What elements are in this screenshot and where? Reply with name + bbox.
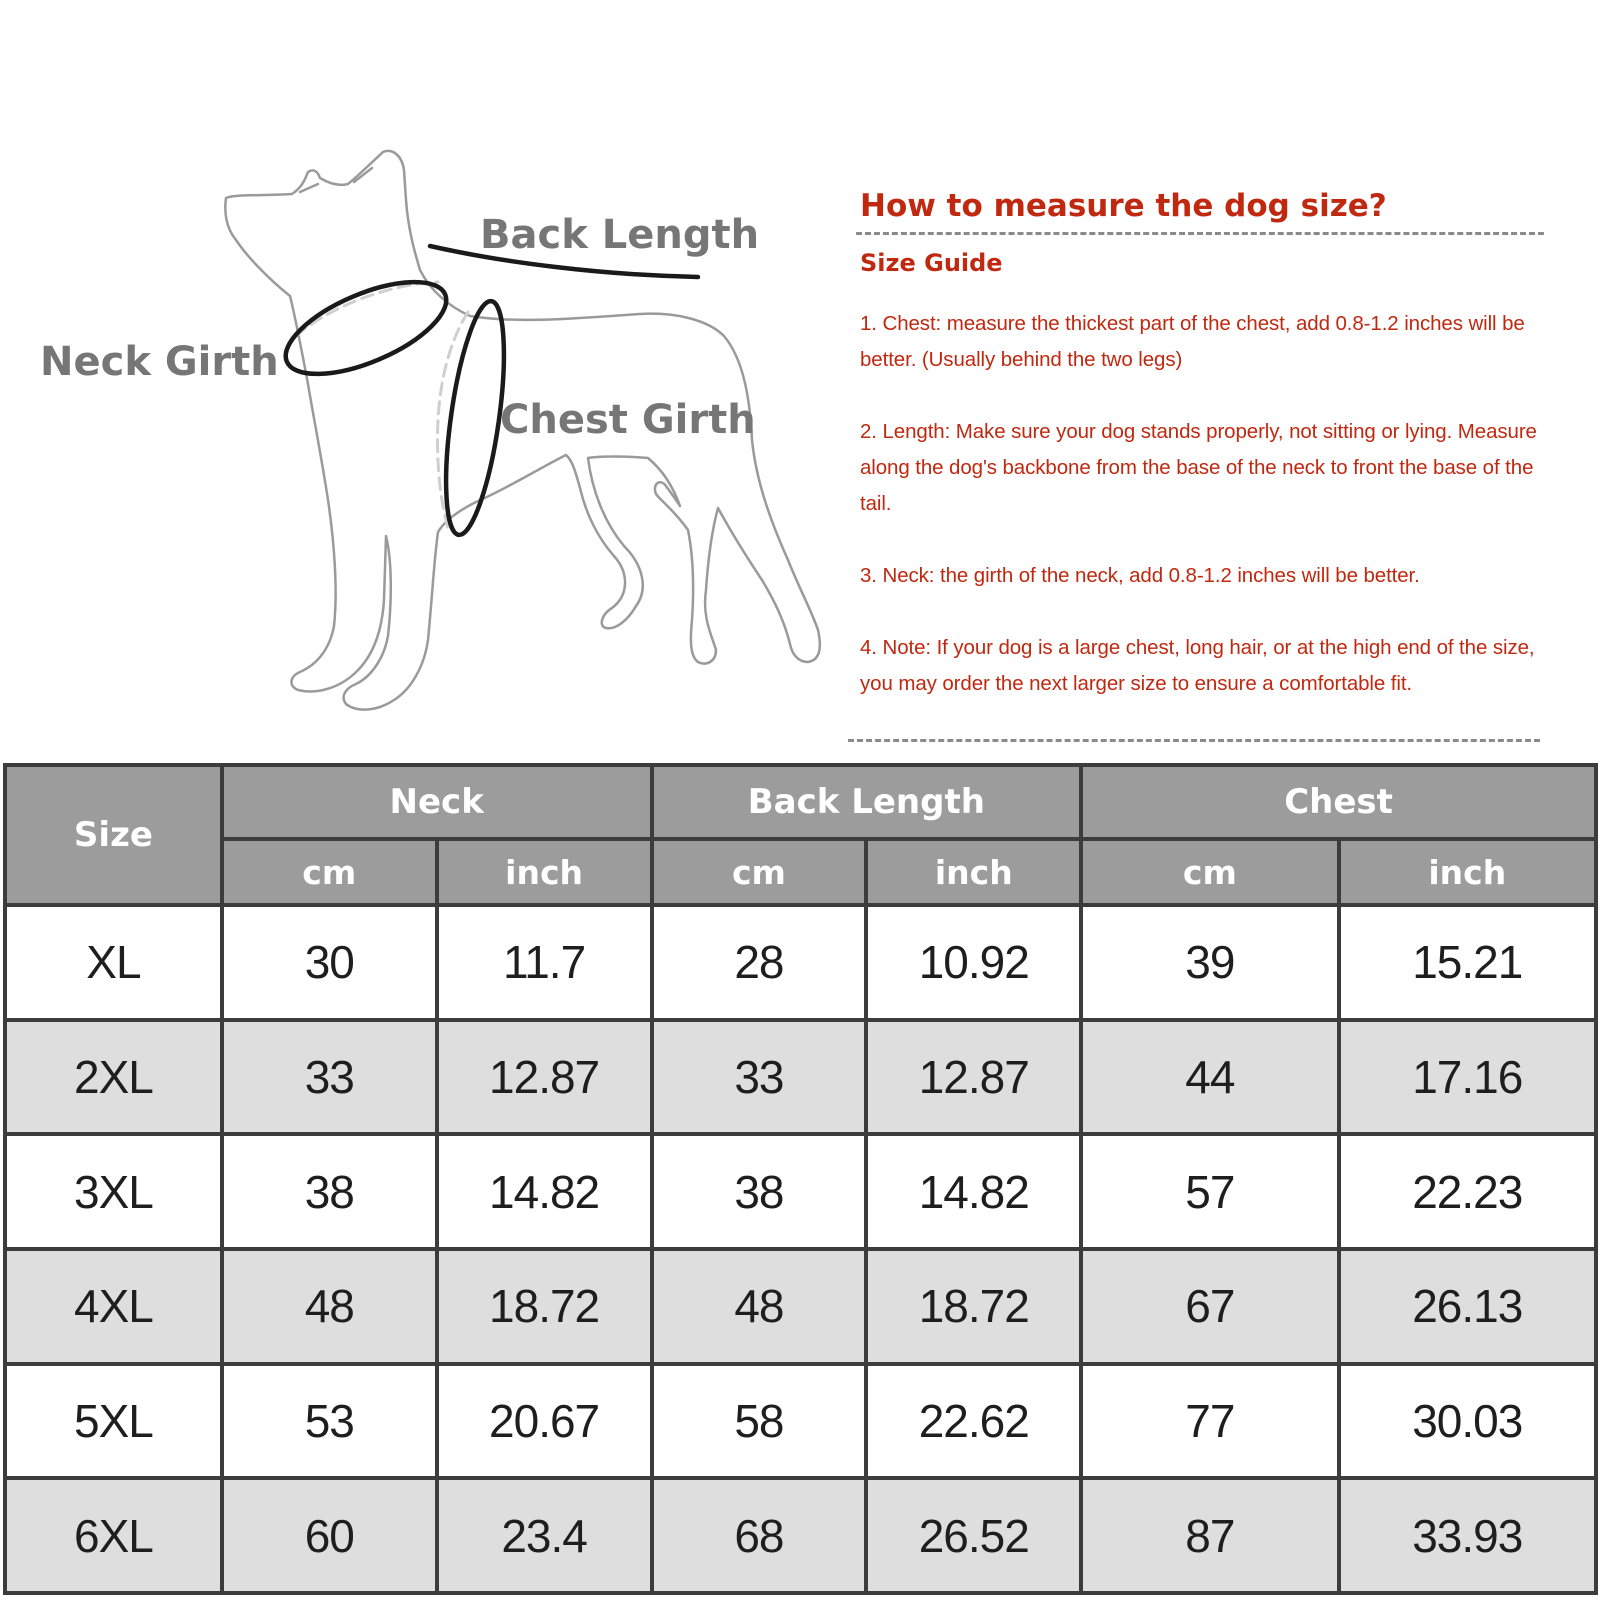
neck-cm-cell: 38 bbox=[222, 1134, 437, 1249]
guide-item-chest: 1. Chest: measure the thickest part of the chest, add 0.8-1.2 inches will be better. (Usually behind the two legs) bbox=[860, 311, 1525, 371]
table-row bbox=[5, 905, 1596, 1020]
neck-inch-cell: 12.87 bbox=[437, 1020, 652, 1135]
size-cell: 3XL bbox=[5, 1134, 222, 1249]
neck-cm-cell: 60 bbox=[222, 1478, 437, 1593]
dog-ear-detail bbox=[300, 184, 318, 192]
table-row bbox=[5, 1249, 1596, 1364]
guide-divider-bottom bbox=[848, 739, 1540, 742]
back-cm-cell: 33 bbox=[652, 1020, 867, 1135]
size-cell: 4XL bbox=[5, 1249, 222, 1364]
chest-cm-cell: 67 bbox=[1081, 1249, 1338, 1364]
guide-divider-top bbox=[856, 232, 1544, 235]
table-row bbox=[5, 1478, 1596, 1593]
size-cell: XL bbox=[5, 905, 222, 1020]
chest-cm-cell: 77 bbox=[1081, 1364, 1338, 1479]
neck-inch-cell: 14.82 bbox=[437, 1134, 652, 1249]
chest-inch-cell: 15.21 bbox=[1339, 905, 1596, 1020]
chest-inch-cell: 30.03 bbox=[1339, 1364, 1596, 1479]
neck-girth-ring bbox=[274, 263, 459, 393]
dog-measurement-diagram bbox=[0, 0, 840, 740]
neck-inch-cell: 23.4 bbox=[437, 1478, 652, 1593]
chest-cm-cell: 44 bbox=[1081, 1020, 1338, 1135]
chest-inch-cell: 26.13 bbox=[1339, 1249, 1596, 1364]
back-cm-cell: 68 bbox=[652, 1478, 867, 1593]
chest-inch-cell: 22.23 bbox=[1339, 1134, 1596, 1249]
neck-cm-cell: 30 bbox=[222, 905, 437, 1020]
guide-subtitle: Size Guide bbox=[860, 249, 1003, 278]
chest-cm-cell: 87 bbox=[1081, 1478, 1338, 1593]
table-row bbox=[5, 1020, 1596, 1135]
unit-header-neck-inch: inch bbox=[437, 839, 652, 905]
back-inch-cell: 12.87 bbox=[866, 1020, 1081, 1135]
back-inch-cell: 18.72 bbox=[866, 1249, 1081, 1364]
chest-inch-cell: 33.93 bbox=[1339, 1478, 1596, 1593]
table-row bbox=[5, 1364, 1596, 1479]
back-inch-cell: 22.62 bbox=[866, 1364, 1081, 1479]
unit-header-neck-cm: cm bbox=[222, 839, 437, 905]
neck-inch-cell: 18.72 bbox=[437, 1249, 652, 1364]
neck-group-header: Neck bbox=[222, 765, 652, 839]
size-cell: 5XL bbox=[5, 1364, 222, 1479]
chest-girth-label: Chest Girth bbox=[500, 397, 756, 443]
back-inch-cell: 14.82 bbox=[866, 1134, 1081, 1249]
guide-title: How to measure the dog size? bbox=[860, 188, 1387, 224]
back-length-group-header: Back Length bbox=[652, 765, 1082, 839]
size-cell: 6XL bbox=[5, 1478, 222, 1593]
neck-girth-label: Neck Girth bbox=[40, 339, 279, 385]
neck-cm-cell: 33 bbox=[222, 1020, 437, 1135]
guide-item-note: 4. Note: If your dog is a large chest, long hair, or at the high end of the size, you may order the next larger size to ensure a comfortable fit. bbox=[860, 635, 1535, 695]
table-row bbox=[5, 1134, 1596, 1249]
back-inch-cell: 10.92 bbox=[866, 905, 1081, 1020]
back-cm-cell: 28 bbox=[652, 905, 867, 1020]
back-inch-cell: 26.52 bbox=[866, 1478, 1081, 1593]
neck-cm-cell: 48 bbox=[222, 1249, 437, 1364]
unit-header-back-cm: cm bbox=[652, 839, 867, 905]
measuring-guide bbox=[860, 188, 1570, 702]
back-cm-cell: 58 bbox=[652, 1364, 867, 1479]
size-table-body bbox=[5, 905, 1596, 1593]
chest-cm-cell: 39 bbox=[1081, 905, 1338, 1020]
chest-group-header: Chest bbox=[1081, 765, 1596, 839]
size-column-header: Size bbox=[5, 765, 222, 905]
guide-item-length: 2. Length: Make sure your dog stands properly, not sitting or lying. Measure along the dog's backbone from the base of the neck to front the base of the tail. bbox=[860, 419, 1537, 515]
guide-item-neck: 3. Neck: the girth of the neck, add 0.8-1.2 inches will be better. bbox=[860, 563, 1420, 587]
back-length-label: Back Length bbox=[480, 212, 760, 258]
back-cm-cell: 48 bbox=[652, 1249, 867, 1364]
unit-header-chest-cm: cm bbox=[1081, 839, 1338, 905]
back-cm-cell: 38 bbox=[652, 1134, 867, 1249]
size-table-header bbox=[5, 765, 1596, 905]
header-unit-row bbox=[5, 839, 1596, 905]
neck-inch-cell: 11.7 bbox=[437, 905, 652, 1020]
size-cell: 2XL bbox=[5, 1020, 222, 1135]
header-group-row bbox=[5, 765, 1596, 839]
chest-inch-cell: 17.16 bbox=[1339, 1020, 1596, 1135]
unit-header-back-inch: inch bbox=[866, 839, 1081, 905]
neck-inch-cell: 20.67 bbox=[437, 1364, 652, 1479]
size-chart-table bbox=[3, 763, 1598, 1595]
neck-cm-cell: 53 bbox=[222, 1364, 437, 1479]
unit-header-chest-inch: inch bbox=[1339, 839, 1596, 905]
chest-cm-cell: 57 bbox=[1081, 1134, 1338, 1249]
